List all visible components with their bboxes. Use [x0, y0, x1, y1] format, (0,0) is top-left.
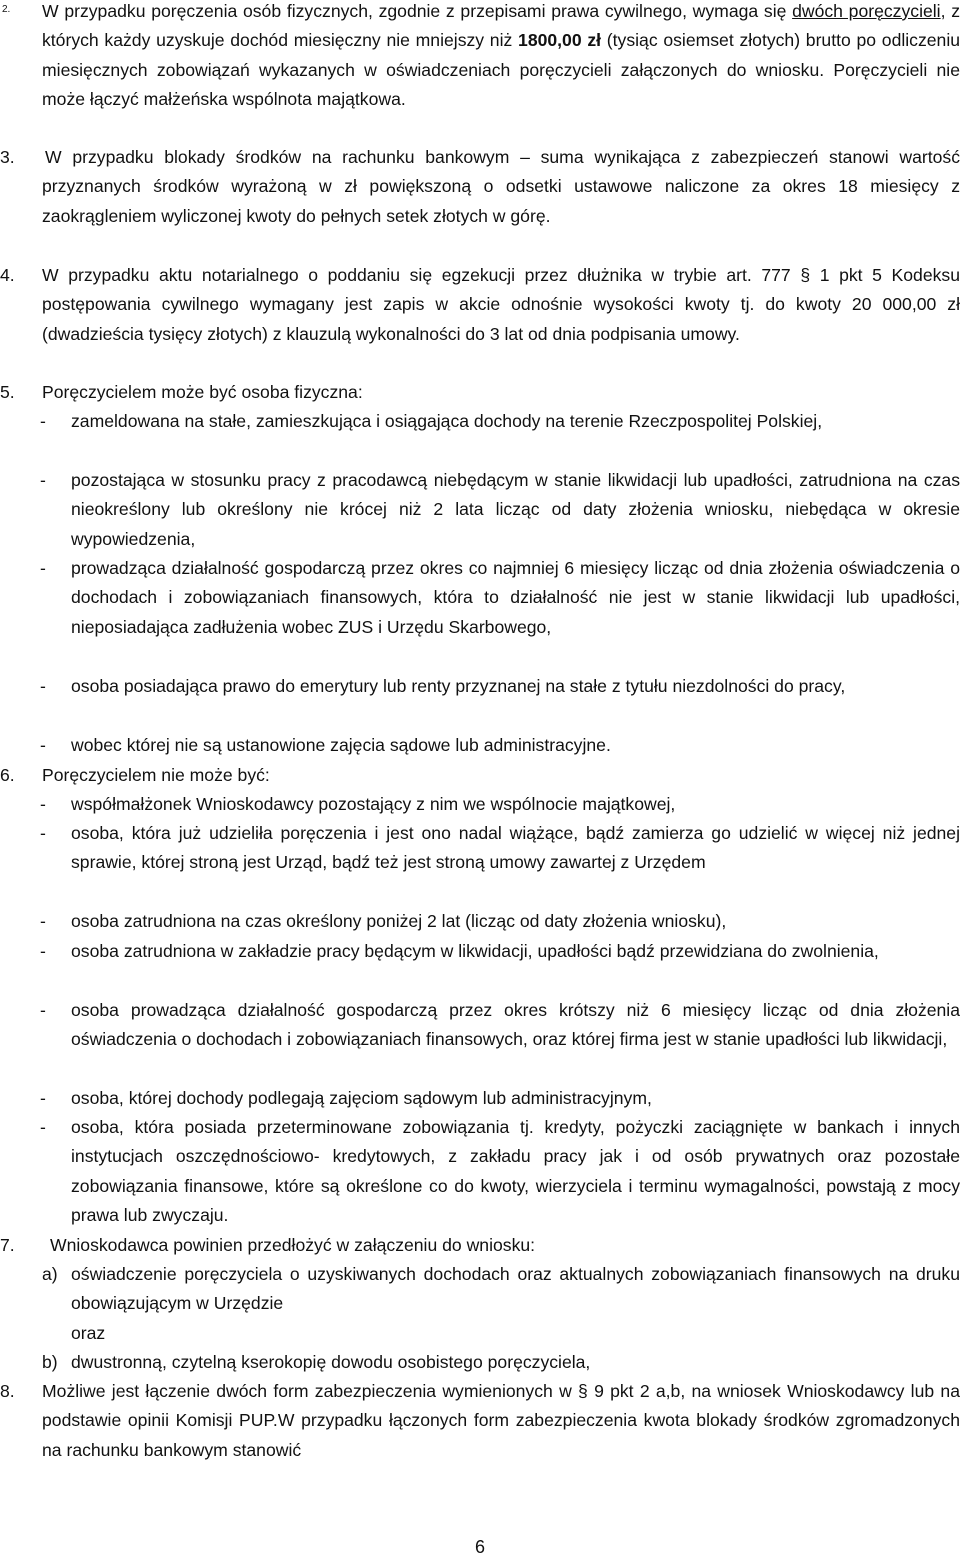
- item-4-paragraph: W przypadku aktu notarialnego o poddaniu się egzekucji przez dłużnika w trybie art. 777 § 1 pkt 5 Kodeksu postępowania cywilnego wymagany jest zapis w akcie odnośnie wysokości kwoty tj. do kwoty 20 000,00 zł (dwadzieścia tysięcy złotych) z klauzulą wykonalności do 3 lat od dnia podpisania umowy.: [42, 265, 960, 344]
- item-6-bullet: [40, 1113, 960, 1231]
- dash-marker: -: [40, 1117, 46, 1137]
- dash-marker: -: [40, 558, 46, 578]
- item-7-a: [42, 1260, 960, 1319]
- dash-marker: -: [40, 1088, 46, 1108]
- bullet-text: osoba zatrudniona na czas określony poniżej 2 lat (licząc od daty złożenia wniosku),: [71, 911, 727, 931]
- item-5-bullet: [40, 407, 960, 436]
- dash-marker: -: [40, 941, 46, 961]
- item-2-text-a: W przypadku poręczenia osób fizycznych, zgodnie z przepisami prawa cywilnego, wymaga się: [42, 1, 787, 21]
- item-2-amount: 1800,00 zł: [518, 30, 602, 51]
- item-5-label: 5.: [0, 382, 15, 402]
- item-7-oraz: oraz: [71, 1323, 106, 1343]
- dash-marker: -: [40, 676, 46, 696]
- dash-marker: -: [40, 794, 46, 814]
- dash-marker: -: [40, 470, 46, 490]
- item-2-text-b: , z których każdy uzyskuje dochód miesięczny nie mniejszy niż: [42, 1, 960, 51]
- item-2-label: 2.: [2, 4, 11, 15]
- item-7-a-text: oświadczenie poręczyciela o uzyskiwanych dochodach oraz aktualnych zobowiązaniach finansowych na druku obowiązującym w Urzędzie: [71, 1264, 960, 1314]
- dash-marker: -: [40, 1000, 46, 1020]
- bullet-text: współmałżonek Wnioskodawcy pozostający z nim we wspólnocie majątkowej,: [71, 794, 676, 814]
- item-2-rest: (tysiąc osiemset złotych) brutto po odliczeniu miesięcznych zobowiązań wykazanych w oświadczeniach poręczycieli załączonych do wniosku. Poręczycieli nie może łączyć małżeńska wspólnota majątkowa.: [42, 30, 960, 110]
- item-6-bullet: [40, 937, 960, 966]
- dash-marker: -: [40, 735, 46, 755]
- bullet-text: osoba, która już udzieliła poręczenia i jest ono nadal wiążące, bądź zamierza go udzielić w więcej niż jednej sprawie, której stroną jest Urząd, bądź też jest stroną umowy zawartej z Urzędem: [71, 823, 960, 873]
- bullet-text: osoba prowadząca działalność gospodarczą przez okres krótszy niż 6 miesięcy licząc od dnia złożenia oświadczenia o dochodach i zobowiązaniach finansowych, oraz której firma jest w stanie upadłości lub likwidacji,: [71, 1000, 960, 1050]
- item-5-intro: Poręczycielem może być osoba fizyczna:: [42, 382, 363, 402]
- item-5-bullet: [40, 731, 960, 760]
- item-5-bullet: [40, 672, 960, 701]
- bullet-text: prowadząca działalność gospodarczą przez okres co najmniej 6 miesięcy licząc od dnia złożenia oświadczenia o dochodach i zobowiązaniach finansowych, która to działalność nie jest w stanie likwidacji lub upadłości, nieposiadająca zadłużenia wobec ZUS i Urzędu Skarbowego,: [71, 558, 960, 637]
- bullet-text: osoba posiadająca prawo do emerytury lub renty przyznanej na stałe z tytułu niezdolności do pracy,: [71, 676, 846, 696]
- item-6-intro: Poręczycielem nie może być:: [42, 765, 270, 785]
- item-6-bullet: [40, 996, 960, 1055]
- item-7-intro: Wnioskodawca powinien przedłożyć w załączeniu do wniosku:: [50, 1235, 536, 1255]
- bullet-text: osoba zatrudniona w zakładzie pracy będącym w likwidacji, upadłości bądź przewidziana do zwolnienia,: [71, 941, 879, 961]
- item-7-label: 7.: [0, 1235, 15, 1255]
- dash-marker: -: [40, 411, 46, 431]
- item-2-paragraph: [42, 0, 960, 115]
- item-6-label: 6.: [0, 765, 15, 785]
- item-4-label: 4.: [0, 265, 15, 285]
- item-3-label: 3.: [0, 147, 15, 167]
- item-8-paragraph: Możliwe jest łączenie dwóch form zabezpieczenia wymienionych w § 9 pkt 2 a,b, na wniosek Wnioskodawcy lub na podstawie opinii Komisji PUP.W przypadku łączonych form zabezpieczenia kwota blokady środków zgromadzonych na rachunku bankowym stanowić: [42, 1381, 960, 1460]
- item-2-underlined: dwóch poręczycieli: [792, 1, 941, 21]
- bullet-text: osoba, która posiada przeterminowane zobowiązania tj. kredyty, pożyczki zaciągnięte w bankach i innych instytucjach oszczędnościowo- kredytowych, z zakładu pracy jak i od osób prywatnych oraz pozostałe zobowiązania finansowe, które są określone co do kwoty, wierzyciela i terminu wymagalności, powstają z mocy prawa lub zwyczaju.: [71, 1117, 960, 1226]
- item-6-bullet: [40, 819, 960, 878]
- item-8-label: 8.: [0, 1381, 15, 1401]
- item-7-b-label: b): [42, 1352, 58, 1372]
- item-5-bullet: [40, 554, 960, 642]
- item-6-bullet: [40, 1084, 960, 1113]
- bullet-text: osoba, której dochody podlegają zajęciom sądowym lub administracyjnym,: [71, 1088, 652, 1108]
- dash-marker: -: [40, 911, 46, 931]
- item-3-paragraph: W przypadku blokady środków na rachunku bankowym – suma wynikająca z zabezpieczeń stanowi wartość przyznanych środków wyrażoną w zł powiększoną o odsetki ustawowe naliczone za okres 18 miesięcy z zaokrągleniem wyliczonej kwoty do pełnych setek złotych w górę.: [42, 147, 960, 226]
- bullet-text: zameldowana na stałe, zamieszkująca i osiągająca dochody na terenie Rzeczpospolitej Polskiej,: [71, 411, 823, 431]
- dash-marker: -: [40, 823, 46, 843]
- bullet-text: pozostająca w stosunku pracy z pracodawcą niebędącym w stanie likwidacji lub upadłości, zatrudniona na czas nieokreślony lub określony nie krócej niż 2 lata licząc od daty złożenia wniosku, niebędąca w okresie wypowiedzenia,: [71, 470, 960, 549]
- bullet-text: wobec której nie są ustanowione zajęcia sądowe lub administracyjne.: [71, 735, 611, 755]
- page-number: 6: [474, 1537, 485, 1557]
- item-6-bullet: [40, 790, 960, 819]
- item-7-a-label: a): [42, 1264, 58, 1284]
- item-5-bullet: [40, 466, 960, 554]
- item-7-b: [42, 1348, 960, 1377]
- item-7-b-text: dwustronną, czytelną kserokopię dowodu osobistego poręczyciela,: [71, 1352, 591, 1372]
- item-6-bullet: [40, 907, 960, 936]
